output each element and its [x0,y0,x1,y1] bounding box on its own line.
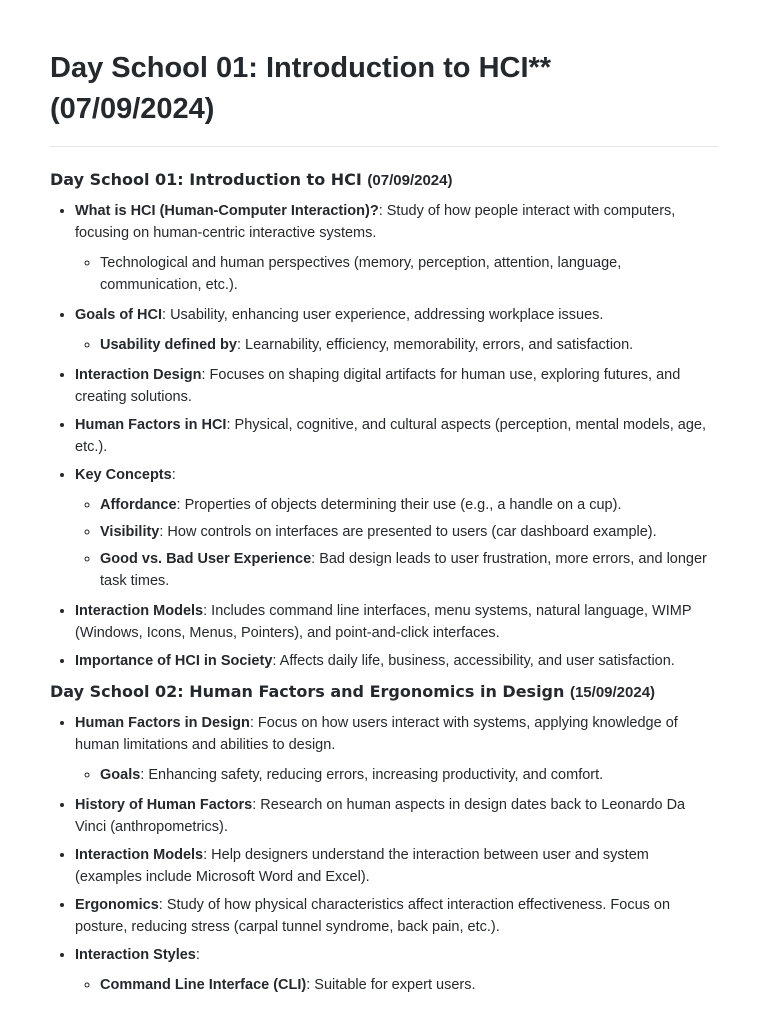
list-item [75,414,718,458]
sub-list [75,494,718,592]
item-term: Human Factors in HCI [75,417,227,433]
item-term: Goals [100,767,141,783]
list-item [75,364,718,408]
item-text: Technological and human perspectives (memory, perception, attention, language, communication, etc.). [100,255,622,293]
list-item [75,712,718,786]
item-text: : [171,467,176,483]
list-item [75,794,718,838]
section-heading-day-school-02 [50,680,718,705]
item-term: Goals of HCI [75,307,163,323]
item-text: : Enhancing safety, reducing errors, increasing productivity, and comfort. [140,767,604,783]
item-term: Interaction Models [75,603,204,619]
item-term: Command Line Interface (CLI) [100,977,307,993]
item-text: : How controls on interfaces are presented to users (car dashboard example). [159,524,657,540]
sub-list-item [100,548,718,592]
item-text: : Study of how physical characteristics affect interaction effectiveness. Focus on posture, reducing stress (carpal tunnel syndrome, back pain, etc.). [75,897,671,935]
sub-list-item [100,764,718,786]
item-term: Usability defined by [100,337,237,353]
section-date: (15/09/2024) [569,684,656,701]
item-term: Interaction Styles [75,947,196,963]
item-text: : Physical, cognitive, and cultural aspects (perception, mental models, age, etc.). [75,417,707,455]
section-heading-text: Day School 01: Introduction to HCI [50,170,362,189]
section-date: (07/09/2024) [367,172,453,189]
item-term: What is HCI (Human-Computer Interaction)? [75,203,379,219]
item-term: History of Human Factors [75,797,253,813]
list-item [75,304,718,356]
item-term: Interaction Design [75,367,202,383]
sub-list [75,974,718,996]
item-text: : Research on human aspects in design dates back to Leonardo Da Vinci (anthropometrics). [75,797,686,835]
item-term: Human Factors in Design [75,715,250,731]
list-item [75,894,718,938]
item-text: : Suitable for expert users. [306,977,476,993]
item-text: : Help designers understand the interaction between user and system (examples include Microsoft Word and Excel). [75,847,649,885]
sub-list [75,764,718,786]
item-text: : Includes command line interfaces, menu systems, natural language, WIMP (Windows, Icons, Menus, Pointers), and point-and-click interfaces. [75,603,692,641]
item-term: Affordance [100,497,177,513]
item-text: : [195,947,200,963]
list-item [75,650,718,672]
item-term: Importance of HCI in Society [75,653,273,669]
section-heading-day-school-01 [50,168,718,193]
item-text: : Focus on how users interact with systems, applying knowledge of human limitations and abilities to design. [75,715,678,753]
list-item [75,600,718,644]
item-text: : Focuses on shaping digital artifacts for human use, exploring futures, and creating solutions. [75,367,681,405]
sub-list-item [100,494,718,516]
list-item [75,200,718,296]
sub-list [75,252,718,296]
item-text: : Bad design leads to user frustration, more errors, and longer task times. [100,551,707,589]
page-title: Day School 01: Introduction to HCI** (07/09/2024) [50,48,718,147]
sub-list [75,334,718,356]
list-item [75,844,718,888]
item-text: : Study of how people interact with computers, focusing on human-centric interactive systems. [75,203,676,241]
sub-list-item [100,974,718,996]
item-term: Visibility [100,524,160,540]
item-term: Good vs. Bad User Experience [100,551,312,567]
item-term: Key Concepts [75,467,172,483]
item-term: Ergonomics [75,897,159,913]
sub-list-item [100,521,718,543]
list-item [75,464,718,592]
list-item [75,944,718,996]
section-list [50,200,718,672]
section-list [50,712,718,996]
item-term: Interaction Models [75,847,204,863]
item-text: : Usability, enhancing user experience, addressing workplace issues. [162,307,604,323]
item-text: : Properties of objects determining their use (e.g., a handle on a cup). [176,497,622,513]
item-text: : Learnability, efficiency, memorability, errors, and satisfaction. [236,337,634,353]
sub-list-item [100,252,718,296]
sub-list-item [100,334,718,356]
item-text: : Affects daily life, business, accessibility, and user satisfaction. [272,653,675,669]
section-heading-text: Day School 02: Human Factors and Ergonomics in Design [50,682,565,701]
